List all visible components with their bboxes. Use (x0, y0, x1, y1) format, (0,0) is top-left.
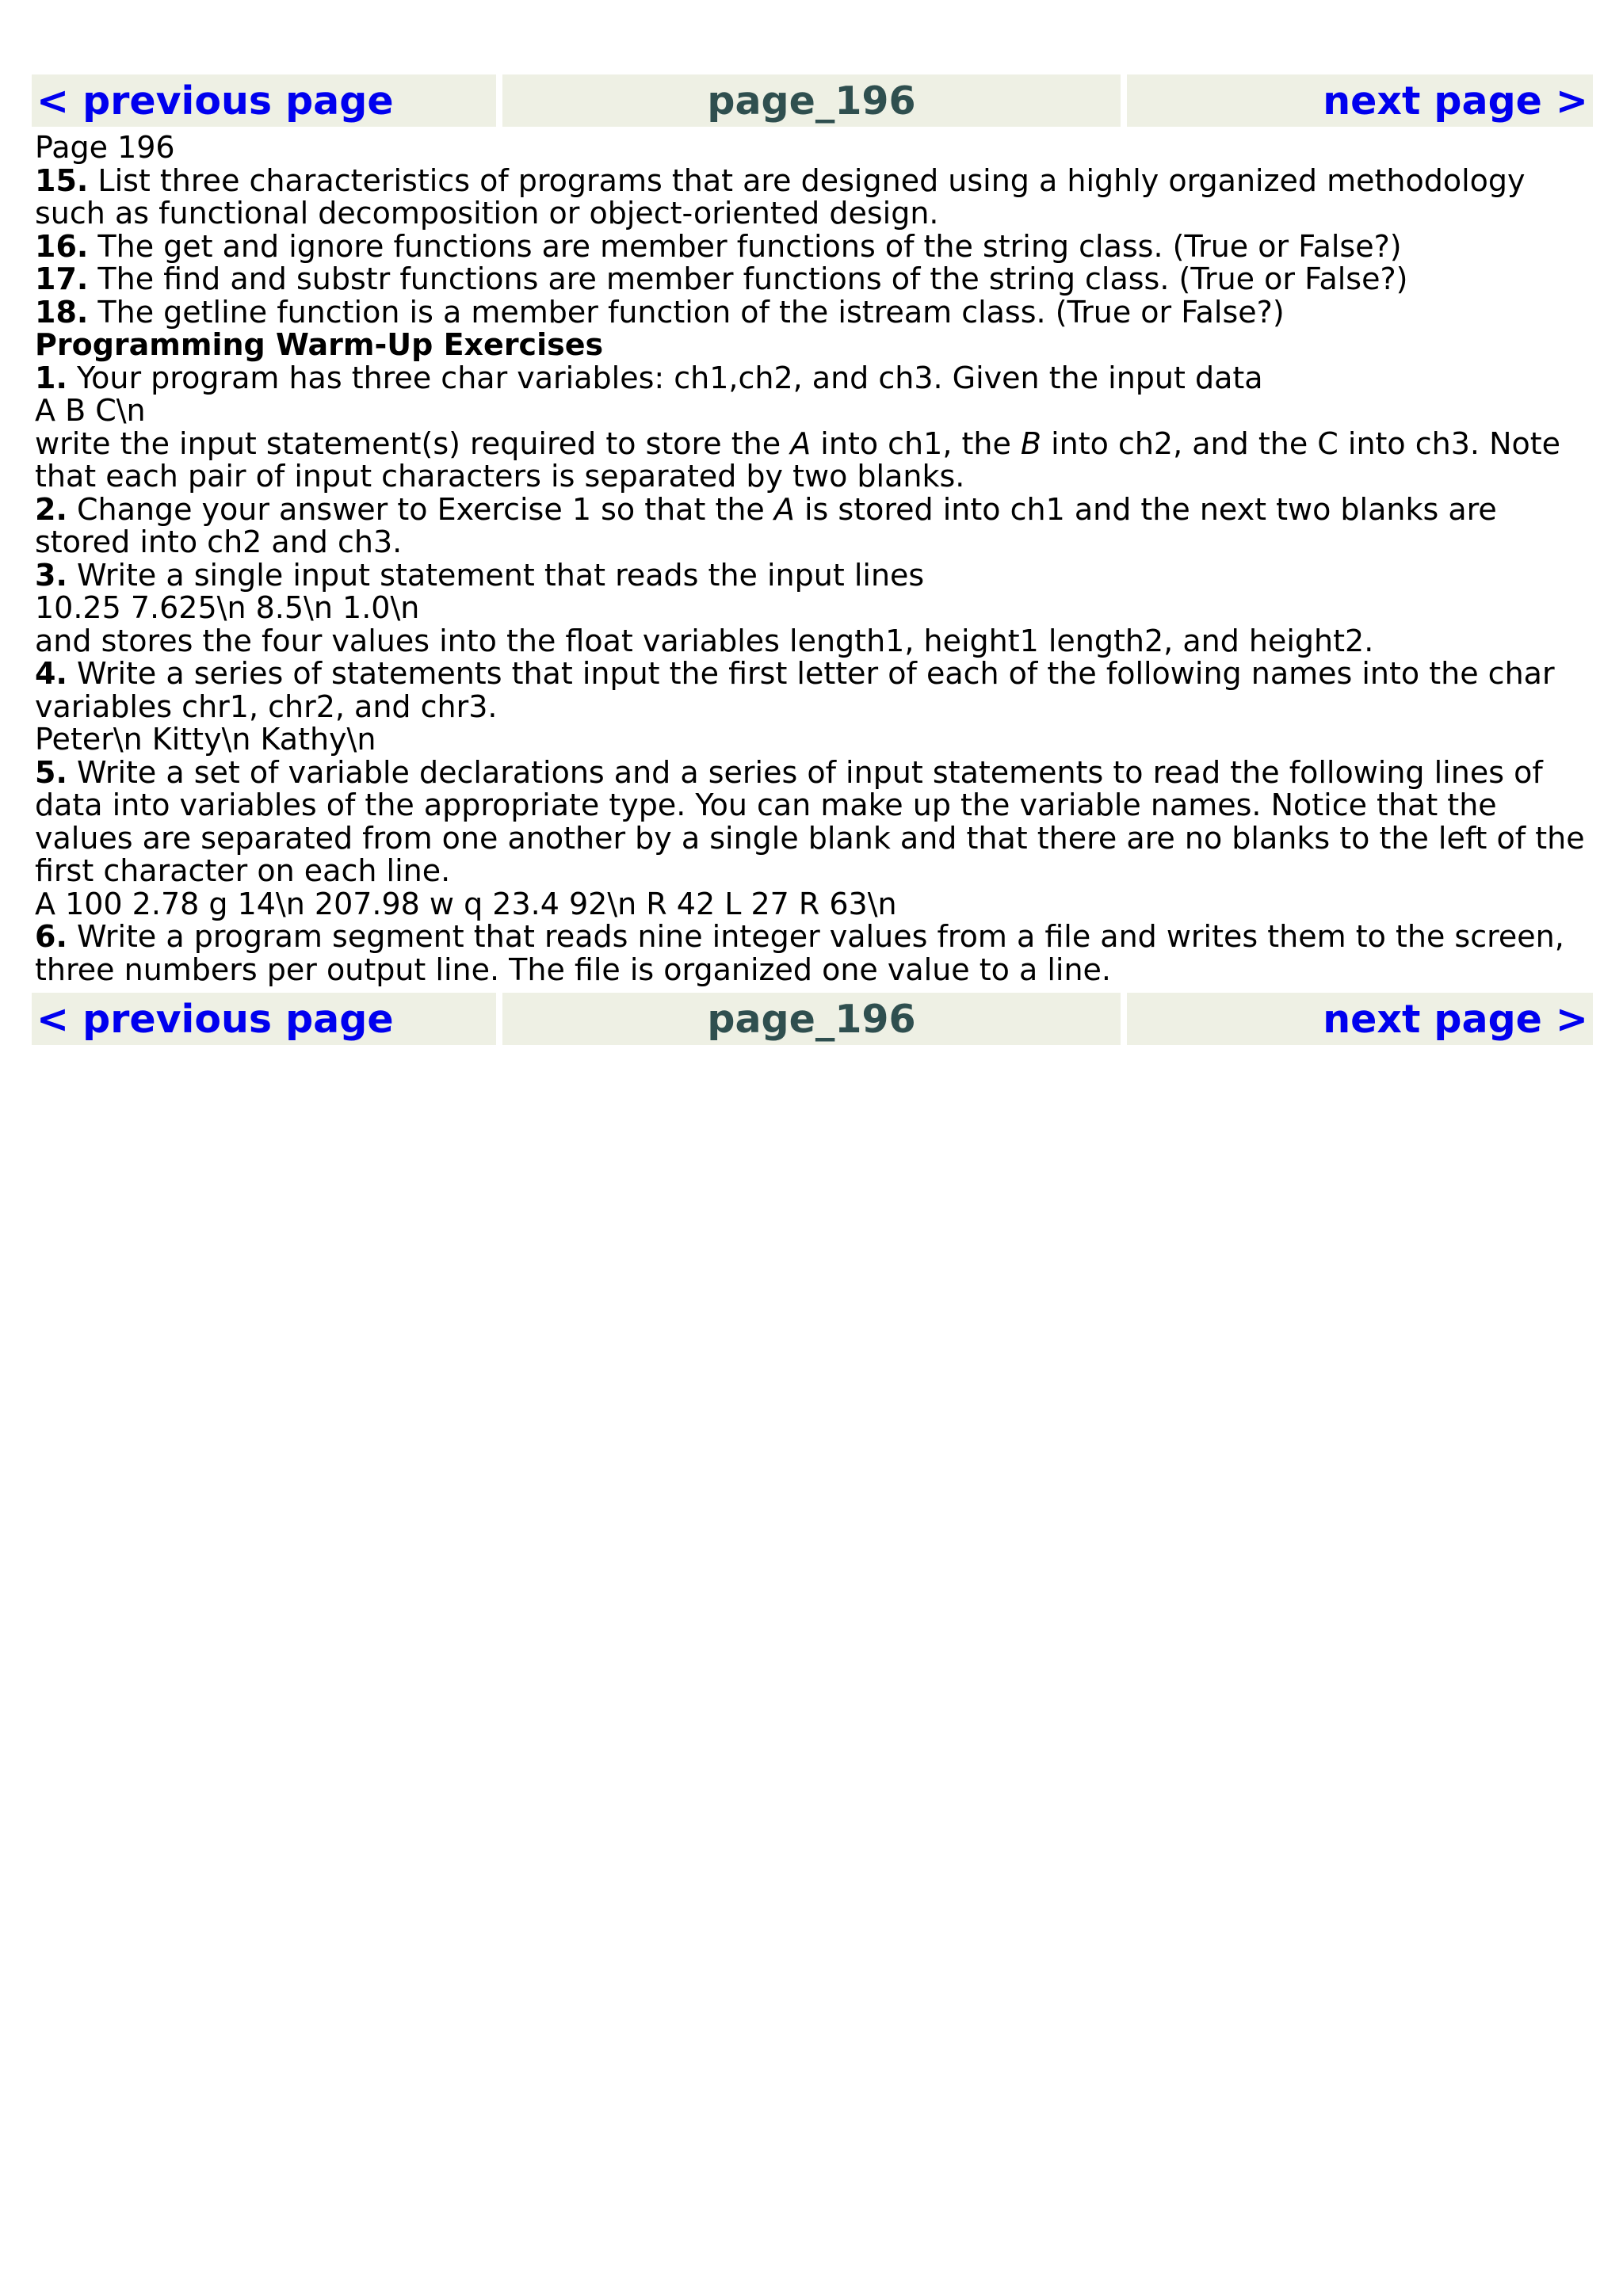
exercise-text: Write a set of variable declarations and a series of input statements to read the following lines of data into variables of the appropriate type. You can make up the variable names. Notice that the values are separated from one another by a single blank and that there are no blanks to the left of the first character on each line. (35, 754, 1585, 888)
exercise-text: Write a program segment that reads nine integer values from a file and writes them to the screen, three numbers per output line. The file is organized one value to a line. (35, 919, 1564, 987)
exercise-2 (35, 491, 1593, 559)
italic-variable: B (1020, 425, 1041, 461)
question-16 (35, 228, 1593, 264)
bottom-navigation-bar (32, 993, 1593, 1045)
exercise-6 (35, 921, 1593, 986)
question-number: 16. (35, 228, 89, 264)
exercise-5-input-data: A 100 2.78 g 14\n 207.98 w q 23.4 92\n R 42 L 27 R 63\n (35, 886, 897, 921)
exercise-3-input-data: 10.25 7.625\n 8.5\n 1.0\n (35, 590, 420, 625)
top-navigation-bar (32, 74, 1593, 127)
exercise-number: 2. (35, 491, 67, 527)
text-segment: into ch2, and the C into ch3. Note that each pair of input characters is separated by two blanks. (35, 425, 1561, 494)
exercise-number: 5. (35, 754, 67, 790)
text-segment: Change your answer to Exercise 1 so that the (67, 491, 774, 527)
previous-page-link[interactable]: < previous page (32, 993, 496, 1045)
exercise-5 (35, 754, 1593, 888)
exercise-text: Your program has three char variables: ch1,ch2, and ch3. Given the input data (67, 360, 1263, 395)
question-text: The get and ignore functions are member functions of the string class. (True or False?) (88, 228, 1402, 264)
question-15 (35, 162, 1593, 231)
exercise-3-followup: and stores the four values into the float variables length1, height1 length2, and height2. (35, 623, 1374, 658)
exercise-4 (35, 658, 1593, 723)
exercise-number: 4. (35, 656, 67, 691)
page-number-label: Page 196 (35, 130, 175, 165)
question-number: 17. (35, 261, 89, 296)
exercise-1-followup (35, 425, 1593, 494)
question-text: The find and substr functions are member functions of the string class. (True or False?) (88, 261, 1408, 296)
page-indicator: page_196 (502, 993, 1121, 1045)
question-17 (35, 263, 1593, 296)
text-segment: write the input statement(s) required to store the (35, 425, 791, 461)
text-segment: is stored into ch1 and the next two blanks are stored into ch2 and ch3. (35, 491, 1497, 559)
exercise-number: 1. (35, 360, 67, 395)
question-number: 18. (35, 294, 89, 330)
page-content (32, 127, 1593, 993)
question-number: 15. (35, 162, 89, 198)
text-segment: into ch1, the (811, 425, 1021, 461)
exercise-text: Write a single input statement that reads the input lines (67, 557, 925, 593)
italic-variable: A (773, 491, 795, 527)
question-text: List three characteristics of programs that are designed using a highly organized methodology such as functional decomposition or object-oriented design. (35, 162, 1526, 231)
italic-variable: A (790, 425, 812, 461)
exercise-4-input-data: Peter\n Kitty\n Kathy\n (35, 722, 376, 757)
question-18 (35, 296, 1593, 330)
exercise-3 (35, 559, 1593, 593)
next-page-link[interactable]: next page > (1127, 993, 1593, 1045)
exercise-number: 3. (35, 557, 67, 593)
page-indicator: page_196 (502, 74, 1121, 127)
exercise-1 (35, 362, 1593, 395)
section-heading: Programming Warm-Up Exercises (35, 327, 604, 362)
exercise-number: 6. (35, 919, 67, 954)
exercise-text: Write a series of statements that input the first letter of each of the following names into the char variables chr1, chr2, and chr3. (35, 656, 1555, 724)
previous-page-link[interactable]: < previous page (32, 74, 496, 127)
document-page (32, 74, 1593, 1045)
exercise-1-input-data: A B C\n (35, 393, 146, 428)
next-page-link[interactable]: next page > (1127, 74, 1593, 127)
question-text: The getline function is a member function of the istream class. (True or False?) (88, 294, 1285, 330)
